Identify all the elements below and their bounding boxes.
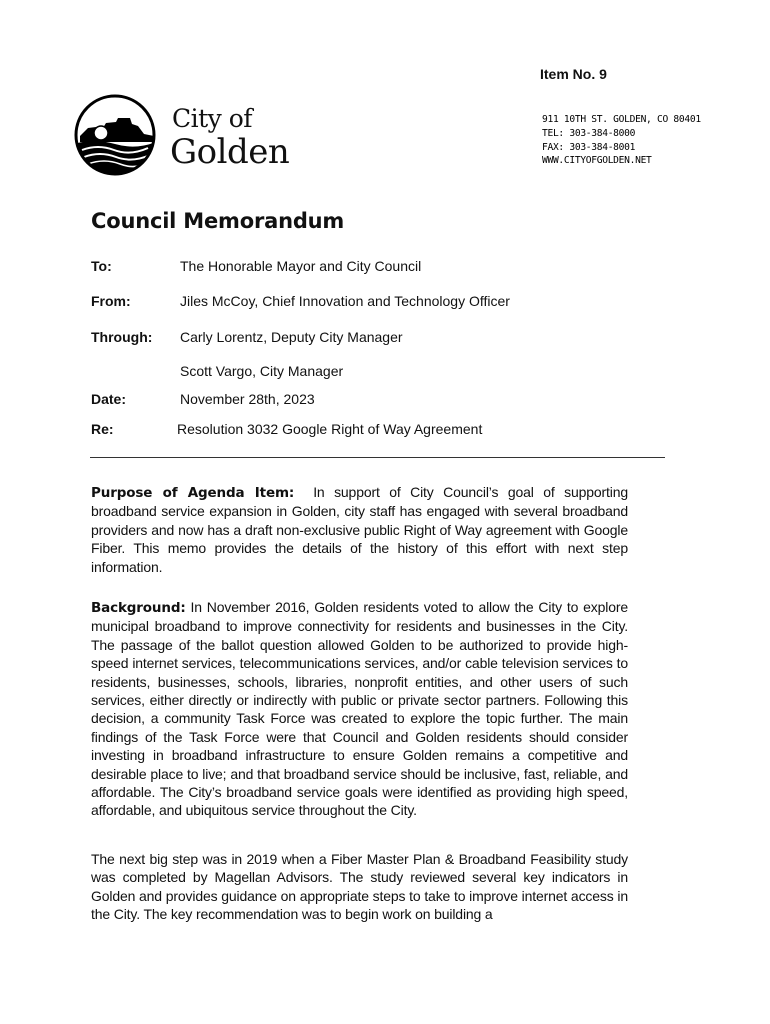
contact-web: WWW.CITYOFGOLDEN.NET	[542, 155, 652, 167]
purpose-heading: Purpose of Agenda Item:	[91, 485, 295, 501]
through-label: Through:	[91, 329, 153, 345]
contact-block	[542, 113, 701, 168]
contact-fax: FAX: 303-384-8001	[542, 141, 636, 153]
item-number: Item No. 9	[540, 66, 607, 82]
through-value-1: Carly Lorentz, Deputy City Manager	[180, 329, 403, 345]
logo-text-city-of: City of	[172, 104, 253, 133]
background-text: In November 2016, Golden residents voted to allow the City to explore municipal broadband to improve connectivity for residents and businesses in the City. The passage of the ballot question allowed Golden to be authorized to provide high-speed internet services, telecommunications services, and/or cable television services to residents, businesses, schools, libraries, nonprofit entities, and other users of such services, either directly or indirectly with public or private sector partners. Following this decision, a community Task Force was created to explore the topic further. The main findings of the Task Force were that Council and Golden residents should consider investing in broadband infrastructure to ensure Golden remains a competitive and desirable place to live; and that broadband service should be inclusive, fast, reliable, and affordable. The City’s broadband service goals were identified as providing high speed, affordable, and ubiquitous service throughout the City.	[91, 599, 628, 819]
background-paragraph	[91, 598, 628, 820]
date-value: November 28th, 2023	[180, 391, 315, 407]
next-step-text: The next big step was in 2019 when a Fiber Master Plan & Broadband Feasibility study was completed by Magellan Advisors. The study reviewed several key indicators in Golden and provides guidance on appropriate steps to take to improve internet access in the City. The key recommendation was to begin work on building a	[91, 851, 628, 923]
purpose-text: In support of City Council’s goal of supporting broadband service expansion in Golden, city staff has engaged with several broadband providers and now has a draft non-exclusive public Right of Way agreement with Google Fiber. This memo provides the details of the history of this effort with next step information.	[91, 484, 628, 575]
from-label: From:	[91, 293, 131, 309]
header-divider	[90, 457, 665, 458]
next-step-paragraph	[91, 850, 628, 924]
logo-text-golden: Golden	[170, 132, 290, 172]
re-value: Resolution 3032 Google Right of Way Agreement	[177, 421, 483, 437]
date-label: Date:	[91, 391, 127, 407]
contact-tel: TEL: 303-384-8000	[542, 127, 636, 139]
contact-address: 911 10TH ST. GOLDEN, CO 80401	[542, 114, 701, 125]
memo-title: Council Memorandum	[91, 209, 345, 233]
to-label: To:	[91, 258, 112, 274]
purpose-paragraph	[91, 483, 628, 576]
from-value: Jiles McCoy, Chief Innovation and Technology Officer	[180, 293, 510, 309]
to-value: The Honorable Mayor and City Council	[180, 258, 422, 274]
city-logo-icon	[74, 94, 156, 176]
through-value-2: Scott Vargo, City Manager	[180, 363, 344, 379]
re-label: Re:	[91, 421, 114, 437]
background-heading: Background:	[91, 600, 186, 616]
